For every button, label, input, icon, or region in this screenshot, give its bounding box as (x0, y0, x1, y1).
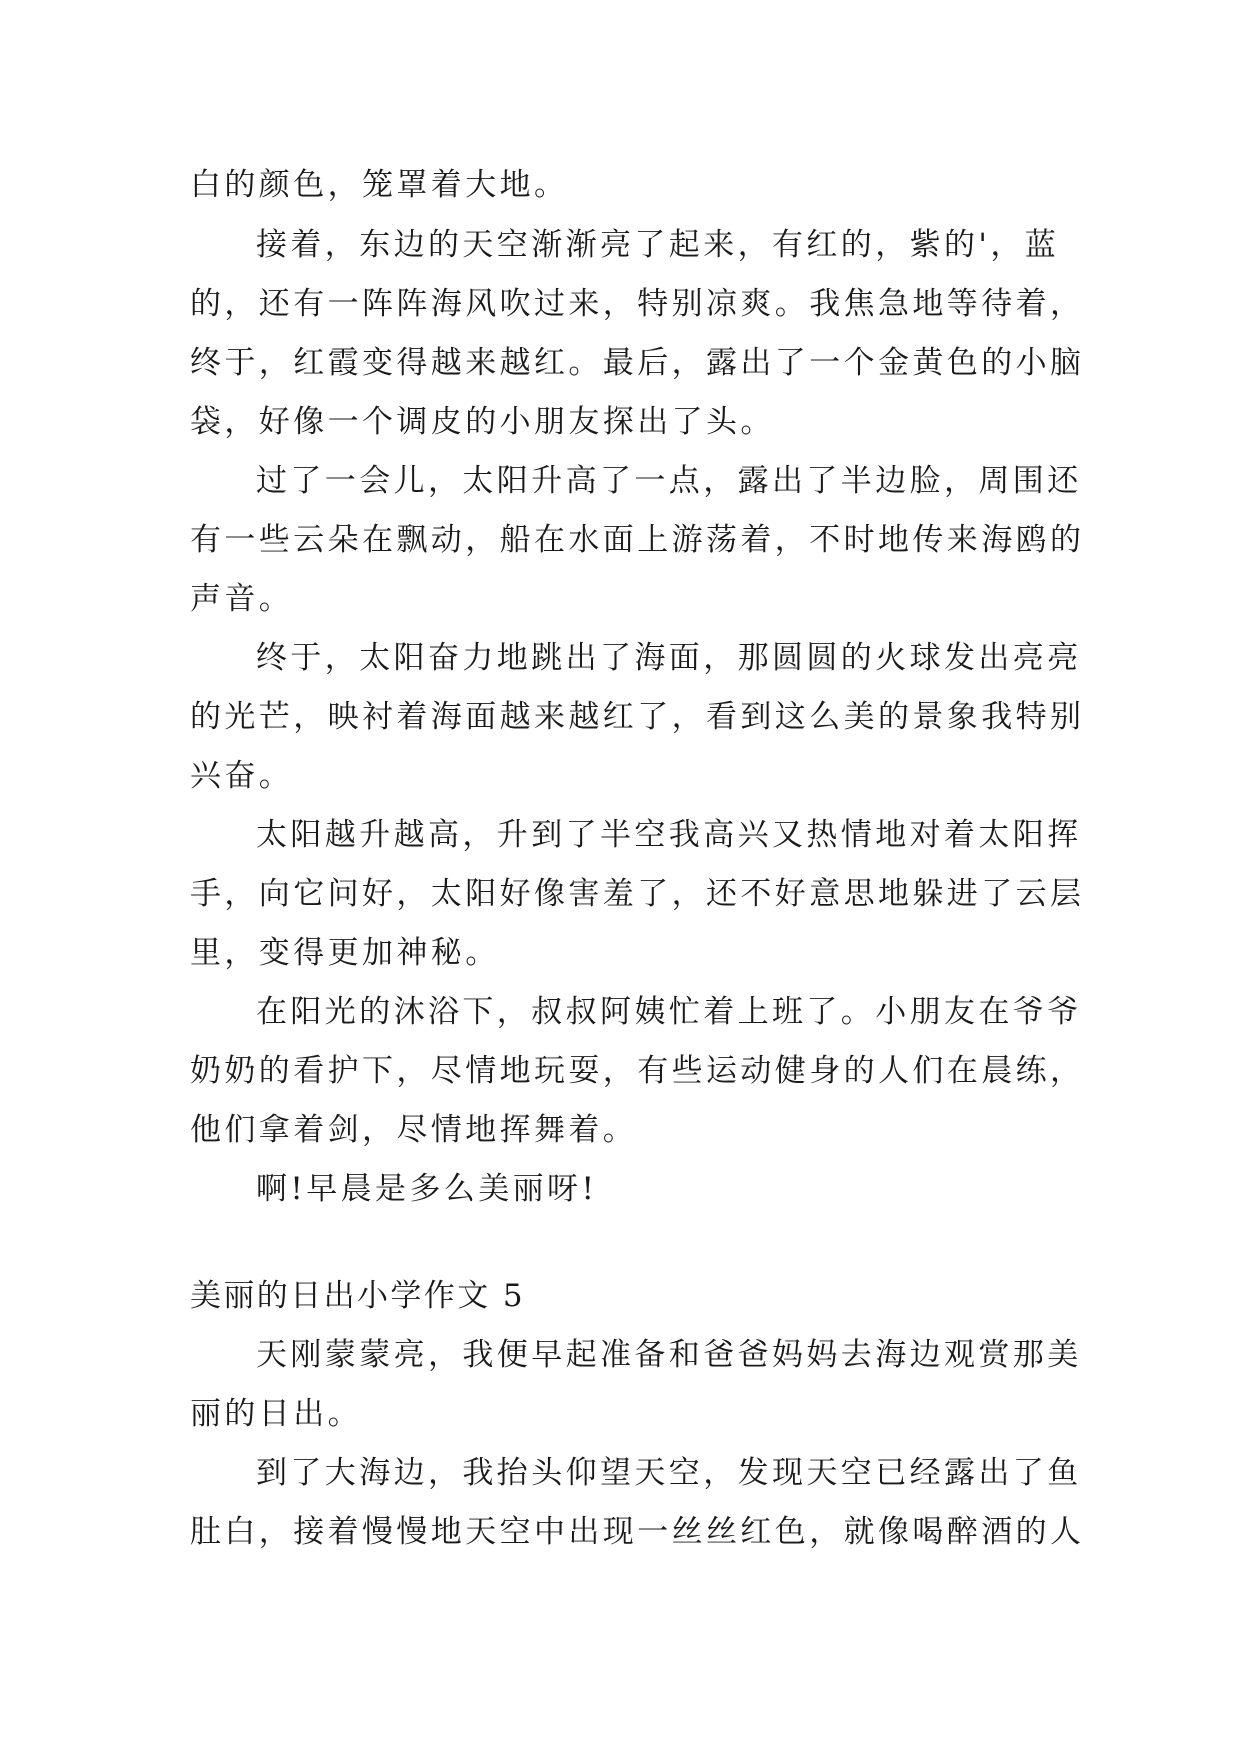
text-line: 白的颜色，笼罩着大地。 (190, 167, 569, 203)
paragraph-start-line: 在阳光的沐浴下，叔叔阿姨忙着上班了。小朋友在爷爷 (256, 994, 1082, 1030)
text-line: 的，还有一阵阵海风吹过来，特别凉爽。我焦急地等待着， (190, 286, 1085, 322)
text-line: 肚白，接着慢慢地天空中出现一丝丝红色，就像喝醉酒的人 (190, 1514, 1085, 1550)
text-line: 兴奋。 (190, 758, 294, 794)
text-line: 里，变得更加神秘。 (190, 935, 500, 971)
text-line: 他们拿着剑，尽情地挥舞着。 (190, 1112, 638, 1148)
section-heading: 美丽的日出小学作文 5 (190, 1278, 525, 1314)
paragraph-start-line: 过了一会儿，太阳升高了一点，露出了半边脸，周围还 (256, 463, 1082, 499)
text-line: 声音。 (190, 581, 294, 617)
paragraph-start-line: 接着，东边的天空渐渐亮了起来，有红的，紫的'，蓝 (256, 227, 1060, 263)
text-line: 终于，红霞变得越来越红。最后，露出了一个金黄色的小脑 (190, 345, 1085, 381)
text-line: 袋，好像一个调皮的小朋友探出了头。 (190, 404, 775, 440)
text-line: 丽的日出。 (190, 1396, 362, 1432)
paragraph-start-line: 太阳越升越高，升到了半空我高兴又热情地对着太阳挥 (256, 817, 1082, 853)
paragraph-start-line: 终于，太阳奋力地跳出了海面，那圆圆的火球发出亮亮 (256, 640, 1082, 676)
paragraph-start-line: 天刚蒙蒙亮，我便早起准备和爸爸妈妈去海边观赏那美 (256, 1337, 1082, 1373)
text-line: 手，向它问好，太阳好像害羞了，还不好意思地躲进了云层 (190, 876, 1085, 912)
text-line: 的光芒，映衬着海面越来越红了，看到这么美的景象我特别 (190, 699, 1085, 735)
paragraph-start-line: 啊!早晨是多么美丽呀! (256, 1171, 598, 1207)
text-line: 有一些云朵在飘动，船在水面上游荡着，不时地传来海鸥的 (190, 522, 1085, 558)
paragraph-start-line: 到了大海边，我抬头仰望天空，发现天空已经露出了鱼 (256, 1455, 1082, 1491)
text-line: 奶奶的看护下，尽情地玩耍，有些运动健身的人们在晨练， (190, 1053, 1085, 1089)
